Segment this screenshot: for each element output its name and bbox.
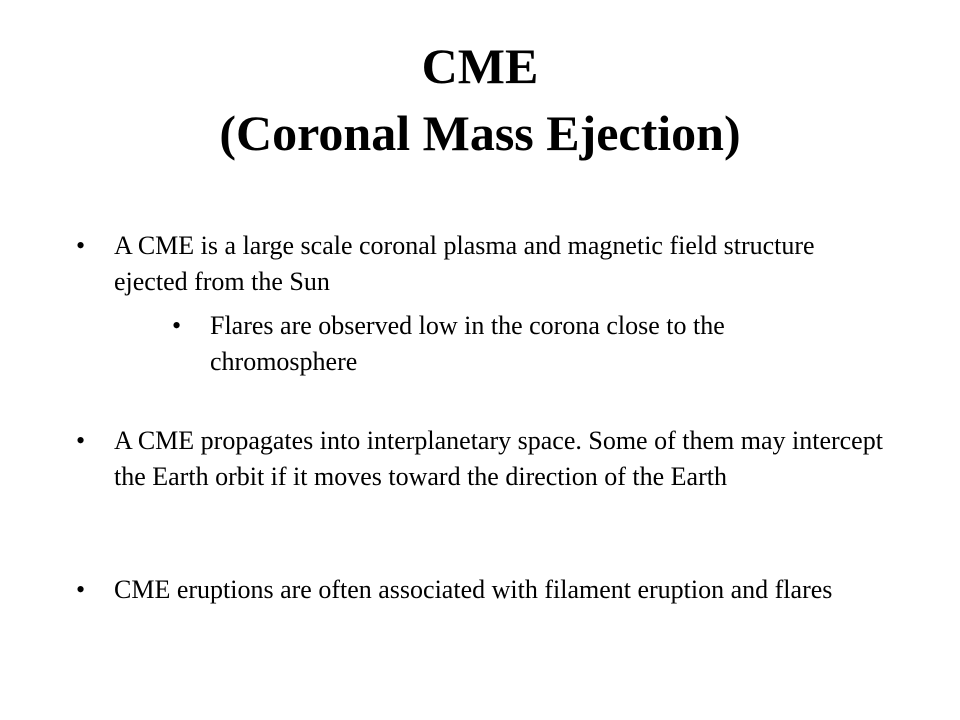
bullet-item-eruptions [76, 572, 894, 608]
bullet-text: Flares are observed low in the corona close to the chromosphere [210, 311, 725, 376]
bullet-text: A CME is a large scale coronal plasma and magnetic field structure ejected from the Sun [114, 231, 815, 296]
sub-bullet-item-flares [172, 308, 870, 380]
slide-title: CME [421, 38, 539, 94]
bullet-icon: • [76, 426, 86, 455]
bullet-icon: • [76, 575, 86, 604]
bullet-item-cme-definition [76, 228, 874, 300]
slide-subtitle: (Coronal Mass Ejection) [219, 105, 741, 161]
bullet-text: A CME propagates into interplanetary space. Some of them may intercept the Earth orbit if it moves toward the direction of the Earth [114, 426, 883, 491]
bullet-icon: • [76, 231, 86, 260]
bullet-item-propagation [76, 423, 894, 495]
bullet-text: CME eruptions are often associated with filament eruption and flares [114, 575, 833, 604]
bullet-icon: • [172, 311, 182, 340]
